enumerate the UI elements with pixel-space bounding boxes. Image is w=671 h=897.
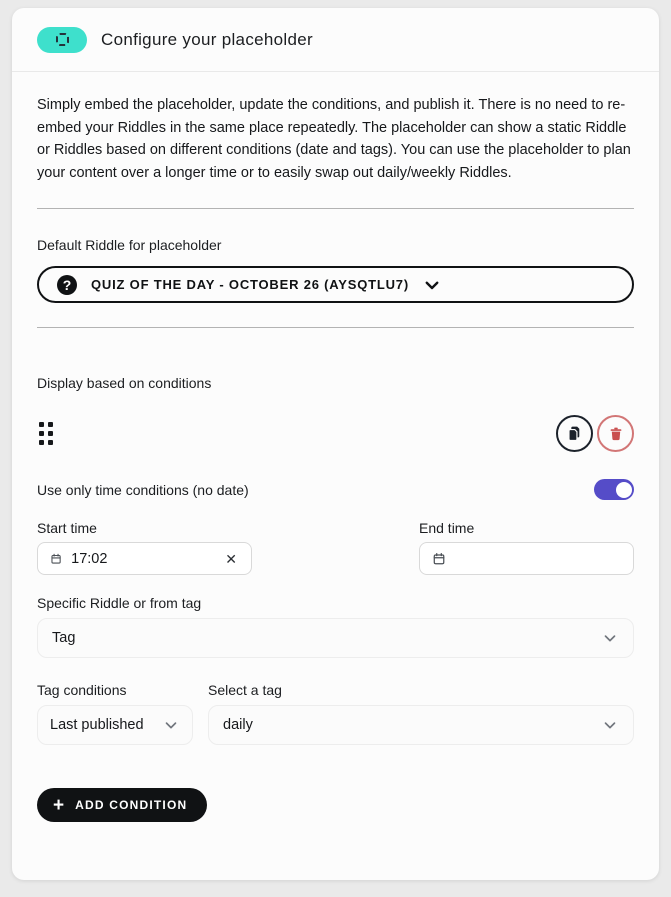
tag-conditions-label: Tag conditions: [37, 682, 127, 698]
time-only-toggle[interactable]: [594, 479, 634, 500]
tag-conditions-value: Last published: [50, 717, 144, 733]
chevron-down-icon: [601, 716, 619, 734]
divider: [37, 327, 634, 328]
divider: [37, 208, 634, 209]
placeholder-dashed-icon: [56, 33, 69, 46]
intro-text: Simply embed the placeholder, update the conditions, and publish it. There is no need to re-embed your Riddles in the same place repeatedly. The placeholder can show a static Riddle or Riddles based on different conditions (date and tags). You can use the placeholder to plan your content over a longer time or to easily swap out daily/weekly Riddles.: [37, 97, 631, 181]
default-riddle-dropdown[interactable]: [37, 266, 634, 303]
toggle-knob: [616, 482, 632, 498]
page-title: Configure your placeholder: [101, 29, 313, 49]
chevron-down-icon: [162, 716, 180, 734]
select-tag-select[interactable]: [208, 705, 634, 745]
plus-icon: +: [53, 794, 65, 816]
add-condition-button[interactable]: [37, 788, 207, 822]
add-condition-label: ADD CONDITION: [75, 798, 188, 812]
delete-condition-button[interactable]: [597, 415, 634, 452]
select-tag-value: daily: [223, 717, 253, 733]
drag-handle[interactable]: [37, 420, 55, 447]
end-time-input[interactable]: [455, 551, 621, 567]
clear-start-time-icon[interactable]: ✕: [225, 550, 237, 567]
default-riddle-label: Default Riddle for placeholder: [37, 237, 222, 253]
riddle-source-value: Tag: [52, 630, 76, 646]
riddle-source-label: Specific Riddle or from tag: [37, 595, 202, 611]
copy-icon: [566, 425, 583, 442]
calendar-icon: [432, 551, 446, 567]
question-mark-icon: ?: [57, 275, 77, 295]
trash-icon: [608, 426, 624, 442]
start-time-field[interactable]: [37, 542, 252, 575]
riddle-source-select[interactable]: [37, 618, 634, 658]
conditions-section-label: Display based on conditions: [37, 375, 212, 391]
start-time-input[interactable]: [71, 551, 214, 567]
duplicate-condition-button[interactable]: [556, 415, 593, 452]
placeholder-badge: [37, 27, 87, 53]
select-tag-label: Select a tag: [208, 682, 282, 698]
chevron-down-icon: [601, 629, 619, 647]
configure-placeholder-card: [12, 8, 659, 880]
end-time-field[interactable]: [419, 542, 634, 575]
end-time-label: End time: [419, 520, 475, 536]
start-time-label: Start time: [37, 520, 97, 536]
calendar-icon: [50, 551, 62, 567]
default-riddle-value: QUIZ OF THE DAY - OCTOBER 26 (AYSQTLU7): [91, 277, 409, 292]
chevron-down-icon: [423, 276, 441, 294]
tag-conditions-select[interactable]: [37, 705, 193, 745]
card-header: [12, 8, 659, 72]
time-only-toggle-label: Use only time conditions (no date): [37, 481, 249, 498]
